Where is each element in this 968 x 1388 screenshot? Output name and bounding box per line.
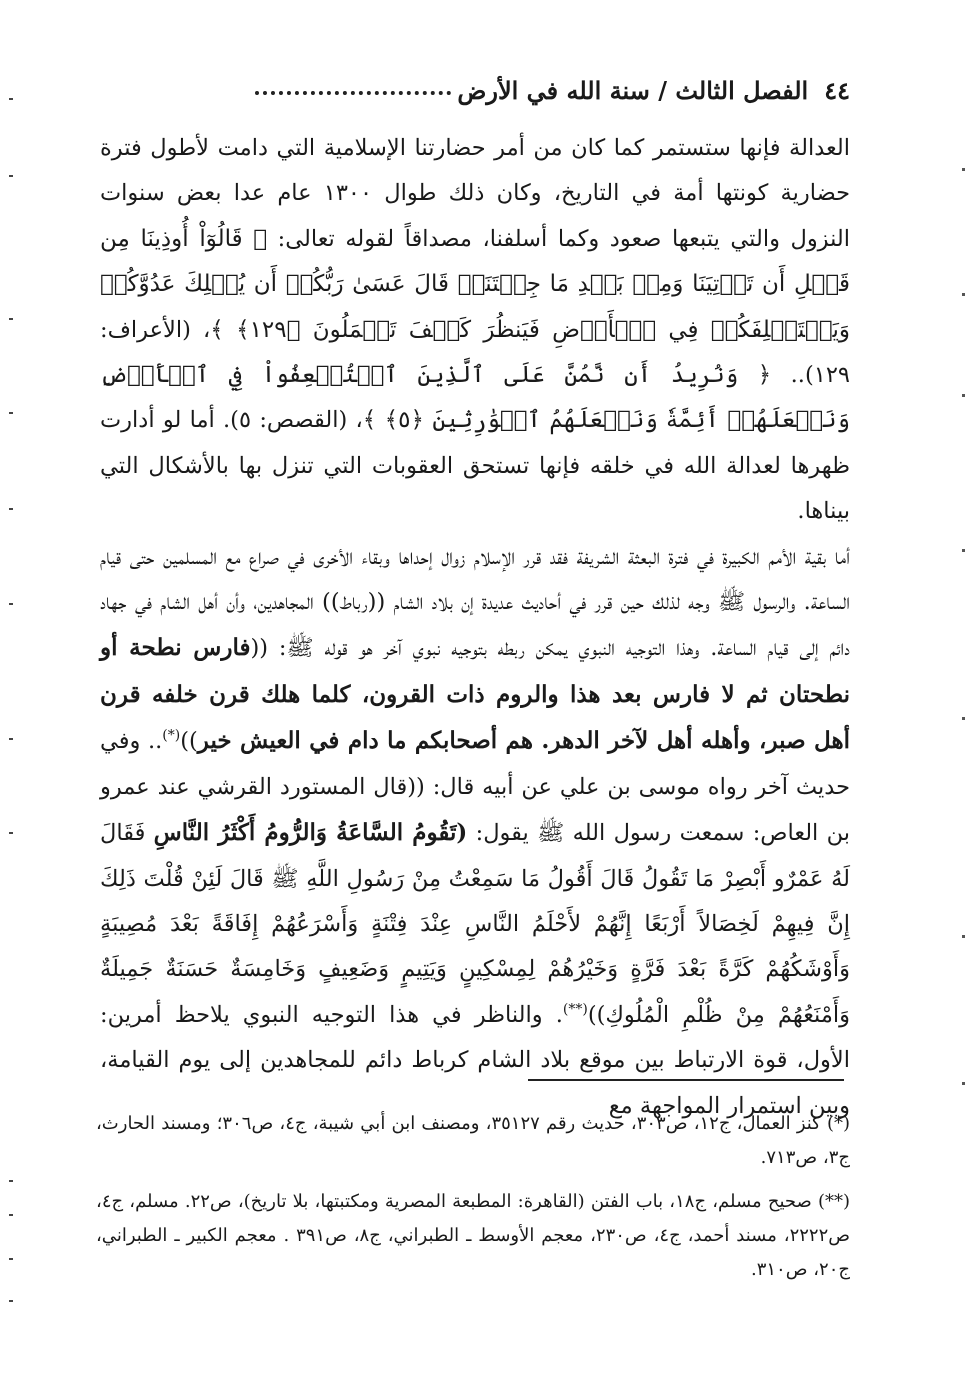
footnote-marker-1[interactable]: (*) xyxy=(162,727,181,744)
scan-mark xyxy=(962,394,965,397)
paragraph-2-text-b: .. وفي حديث آخر رواه موسى بن علي عن أبيه قال: ((قال المستورد القرشي عند عمرو بن العاص: سمعت رسول الله ﷺ يقول: xyxy=(100,728,851,847)
footnote-divider xyxy=(528,1079,844,1081)
scan-mark xyxy=(962,1082,965,1085)
paragraph-2-text-c: . والناظر في هذا التوجيه النبوي يلاحظ أمرين: الأول، قوة الارتباط بين موقع بلاد الشام كرباط دائم للمجاهدين إلى يوم القيامة، وبين استمرار المواجهة مع xyxy=(100,1001,850,1119)
hadith-quote-2: (تَقُومُ السَّاعَةُ وَالرُّومُ أَكْثَرُ النَّاسِ xyxy=(153,819,468,847)
footnote-1: (*) كنز العمال، ج١٢، ص٣٠٣، حديث رقم ٣٥١٢٧، ومصنف ابن أبي شيبة، ج٤، ص٣٠٦؛ ومسند الحارث، ج٣، ص٧١٣. xyxy=(96,1113,850,1168)
scan-mark xyxy=(962,293,965,296)
page-number: ٤٤ xyxy=(824,75,850,105)
right-margin-scan-marks xyxy=(956,0,968,1388)
scan-mark xyxy=(962,935,965,938)
scan-mark xyxy=(9,1300,13,1302)
footnotes xyxy=(96,1107,850,1297)
footnote-marker-2[interactable]: (**) xyxy=(562,1001,588,1018)
verse-reference-1: ، (الأعراف: ١٢٩).. xyxy=(100,316,851,389)
hadith-quote-2-rest: فَقَالَ لَهُ عَمْرٌو أَبْصِرْ مَا تَقُولُ قَالَ أَقُولُ مَا سَمِعْتُ مِنْ رَسُولِ اللَّهِ ﷺ قَالَ لَئِنْ قُلْتَ ذَلِكَ إِنَّ فِيهِمْ لَخِصَالاً أَرْبَعًا إِنَّهُمْ لأَحْلَمُ النَّاسِ عِنْدَ فِتْنَةٍ وَأَسْرَعُهُمْ إِفَاقَةً بَعْدَ مُصِيبَةٍ وَأَوْشَكُهُمْ كَرَّةً بَعْدَ فَرَّةٍ وَخَيْرُهُمْ لِمِسْكِينٍ وَيَتِيمٍ وَضَعِيفٍ وَخَامِسَةٌ حَسَنَةٌ جَمِيلَةٌ وَأَمْنَعُهُمْ مِنْ ظُلْمِ الْمُلُوكِ)) xyxy=(100,820,851,1028)
paragraph-1-text-b: ، (القصص: ٥). أما لو أدارت ظهرها لعدالة الله في خلقه فإنها تستحق العقوبات التي تنزل بها بالأشكال التي بيناها. xyxy=(100,407,850,525)
scan-mark xyxy=(9,1180,13,1182)
scan-mark xyxy=(962,549,965,552)
header-dotted-leader xyxy=(255,91,451,95)
paragraph-1 xyxy=(100,126,850,535)
scan-mark xyxy=(9,738,13,740)
scan-mark xyxy=(9,1258,13,1260)
hadith-quote-1: فارس نطحة أو نطحتان ثم لا فارس بعد هذا والروم ذات القرون، كلما هلك قرن خلفه قرن أهل صبر، وأهله أهل لآخر الدهر. هم أصحابكم ما دام في العيش خير xyxy=(100,634,850,755)
scan-mark xyxy=(9,508,13,510)
scan-mark xyxy=(962,168,965,171)
scan-mark xyxy=(9,318,13,320)
scan-mark xyxy=(9,98,13,100)
running-title: الفصل الثالث / سنة الله في الأرض xyxy=(457,75,809,105)
page-header xyxy=(96,70,850,110)
scan-mark xyxy=(9,603,13,605)
paragraph-1-text-a: العدالة فإنها ستستمر كما كان من أمر حضارتنا الإسلامية التي دامت لأطول فترة حضارية كونتها أمة في التاريخ، وكان ذلك طوال ١٣٠٠ عام عدا بعض سنوات النزول والتي يتبعها صعود وكما أسلفنا، مصداقاً لقوله تعالى: xyxy=(100,135,851,252)
scan-mark xyxy=(9,175,13,177)
scan-mark xyxy=(962,717,965,720)
footnote-2: (**) صحيح مسلم، ج١٨، باب الفتن (القاهرة: المطبعة المصرية ومكتبتها، بلا تاريخ)، ص٢٢. مسلم، ج٤، ص٢٢٢٢، مسند أحمد، ج٤، ص٢٣٠، معجم الأوسط ـ الطبراني، ج٨، ص٣٩١ . معجم الكبير ـ الطبراني، ج٢٠، ص٣١٠. xyxy=(96,1191,850,1280)
left-margin-scan-marks xyxy=(0,0,20,1388)
quran-verse-al-araf: ﴿ قَالُوٓاْ أُوذِينَا مِن قَبۡلِ أَن تَأۡتِيَنَا وَمِنۢ بَعۡدِ مَا جِئۡتَنَاۚ قَالَ عَسَىٰ رَبُّكُمۡ أَن يُهۡلِكَ عَدُوَّكُمۡ وَيَسۡتَخۡلِفَكُمۡ فِي ٱلۡأَرۡضِ فَيَنظُرَ كَيۡفَ تَعۡمَلُونَ ﴿١٢٩﴾ ﴾ xyxy=(100,225,851,343)
scan-mark xyxy=(9,412,13,414)
paragraph-2 xyxy=(100,535,850,1129)
scan-mark xyxy=(9,832,13,834)
paragraph-2-text-a: أما بقية الأمم الكبيرة في فترة البعثة الشريفة فقد قرر الإسلام زوال إحداها وبقاء الأخرى في صراع مع المسلمين حتى قيام الساعة. والرسول ﷺ وجه لذلك حين قرر في أحاديث عديدة إن بلاد الشام ((رباط)) المجاهدين، وأن أهل الشام في جهاد دائم إلى قيام الساعة. وهذا التوجيه النبوي يمكن ربطه بتوجيه نبوي آخر هو قوله ﷺ: (( xyxy=(100,543,850,662)
hadith-quote-1-close: )) xyxy=(180,728,198,755)
body-text xyxy=(100,126,850,1129)
quran-verse-al-qasas: ﴿ وَنُرِيدُ أَن نَّمُنَّ عَلَى ٱلَّذِينَ ٱسۡتُضۡعِفُواْ فِي ٱلۡأَرۡضِ وَنَجۡعَلَهُمۡ أَئِمَّةٗ وَنَجۡعَلَهُمُ ٱلۡوَٰرِثِينَ ﴿٥﴾ ﴾ xyxy=(100,362,851,434)
scan-mark xyxy=(9,1214,13,1216)
